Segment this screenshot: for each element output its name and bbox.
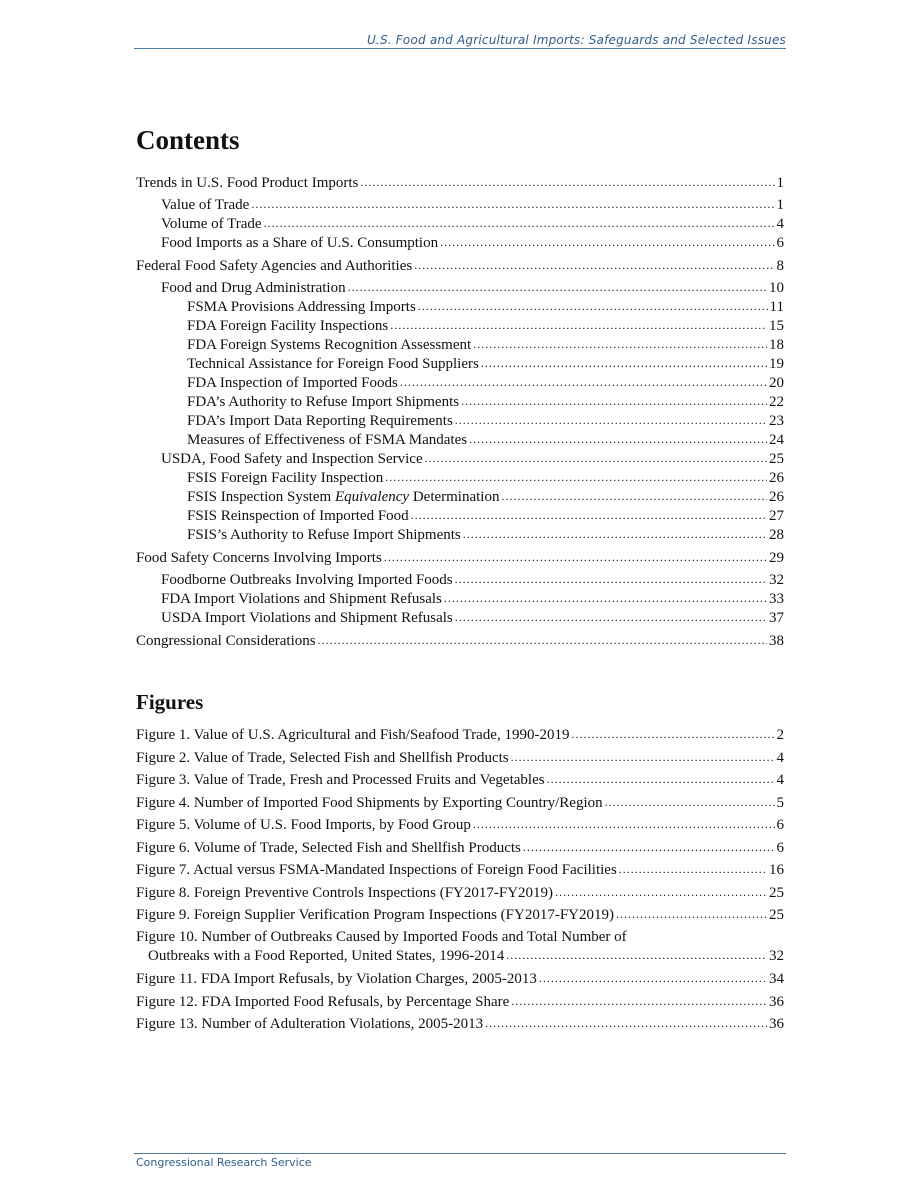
toc-entry-title: Food Imports as a Share of U.S. Consumption: [161, 235, 439, 251]
leader-dots: [360, 173, 774, 191]
figure-entry-title: Figure 9. Foreign Supplier Verification Program Inspections (FY2017-FY2019): [136, 907, 615, 923]
toc-entry-title: FDA Import Violations and Shipment Refusals: [161, 591, 442, 607]
toc-entry-page: 37: [769, 610, 784, 626]
figure-entry-page: 5: [776, 794, 784, 811]
toc-entry-title: Technical Assistance for Foreign Food Suppliers: [187, 356, 479, 372]
toc-entry[interactable]: [136, 549, 784, 567]
leader-dots: [455, 411, 767, 429]
figure-entry[interactable]: [136, 726, 784, 744]
figure-entry-page: 6: [776, 839, 784, 856]
figure-entry[interactable]: [136, 970, 784, 988]
toc-entry[interactable]: [136, 317, 784, 335]
toc-entry-title: Value of Trade: [161, 197, 250, 213]
figure-entry-title: Figure 8. Foreign Preventive Controls Inspections (FY2017-FY2019): [136, 884, 554, 901]
toc-entry-page: 11: [769, 299, 784, 315]
toc-entry-title: FSIS Reinspection of Imported Food: [187, 508, 409, 524]
toc-entry-title: Trends in U.S. Food Product Imports: [136, 175, 359, 191]
toc-entry[interactable]: [136, 488, 784, 506]
figure-entry-title: Figure 11. FDA Import Refusals, by Violation Charges, 2005-2013: [136, 971, 537, 987]
toc-entry-page: 10: [769, 280, 784, 296]
toc-entry[interactable]: [136, 174, 784, 192]
toc-entry-page: 23: [769, 413, 784, 429]
figure-entry[interactable]: [136, 861, 784, 879]
toc-entry[interactable]: [136, 526, 784, 544]
figure-entry-page: 16: [769, 862, 784, 878]
toc-entry-page: 29: [769, 550, 784, 566]
toc-entry-page: 26: [769, 489, 784, 505]
toc-entry[interactable]: [136, 450, 784, 468]
toc-entry[interactable]: [136, 609, 784, 627]
toc-entry-title: FSIS Foreign Facility Inspection: [187, 470, 384, 486]
leader-dots: [481, 354, 767, 372]
figure-entry-title: Figure 4. Number of Imported Food Shipments by Exporting Country/Region: [136, 794, 603, 811]
toc-entry-page: 6: [776, 235, 784, 251]
toc-entry-page: 22: [769, 394, 784, 410]
toc-entry[interactable]: [136, 257, 784, 275]
figure-entry-page: 4: [776, 749, 784, 766]
figure-entry-title: Figure 5. Volume of U.S. Food Imports, by Food Group: [136, 817, 471, 833]
toc-entry-title: USDA Import Violations and Shipment Refusals: [161, 610, 453, 626]
toc-entry-title: FSMA Provisions Addressing Imports: [187, 299, 416, 315]
figure-entry[interactable]: [136, 906, 784, 924]
leader-dots: [318, 631, 767, 649]
leader-dots: [555, 883, 767, 901]
leader-dots: [400, 373, 767, 391]
toc-entry-page: 8: [776, 258, 784, 274]
figure-entry[interactable]: [136, 884, 784, 902]
toc-entry[interactable]: [136, 279, 784, 297]
leader-dots: [425, 449, 767, 467]
figure-entry-title: Figure 12. FDA Imported Food Refusals, by Percentage Share: [136, 993, 510, 1010]
toc-entry-page: 28: [769, 527, 784, 543]
toc-entry-page: 38: [769, 633, 784, 649]
figure-entry-page: 36: [769, 1016, 784, 1032]
leader-dots: [384, 548, 767, 566]
leader-dots: [440, 233, 774, 251]
toc-entry-title: Food Safety Concerns Involving Imports: [136, 550, 382, 566]
figure-entry[interactable]: [136, 794, 784, 812]
toc-entry-page: 20: [769, 375, 784, 391]
running-header: U.S. Food and Agricultural Imports: Safeguards and Selected Issues: [366, 33, 786, 47]
toc-entry-title: Volume of Trade: [161, 216, 262, 232]
toc-entry-page: 1: [776, 197, 784, 213]
toc-entry-title: FDA Foreign Systems Recognition Assessment: [187, 337, 472, 353]
figure-entry-page: 4: [776, 772, 784, 788]
toc-entry[interactable]: [136, 412, 784, 430]
figure-entry-page: 6: [776, 817, 784, 833]
leader-dots: [469, 430, 767, 448]
figure-entry[interactable]: [136, 1015, 784, 1033]
figure-entry-title: Figure 3. Value of Trade, Fresh and Processed Fruits and Vegetables: [136, 772, 545, 788]
leader-dots: [264, 214, 775, 232]
toc-entry[interactable]: [136, 298, 784, 316]
toc-entry-page: 33: [769, 591, 784, 607]
leader-dots: [523, 838, 775, 856]
toc-entry[interactable]: [136, 590, 784, 608]
figure-entry-page: 25: [769, 907, 784, 923]
toc-entry-title: FDA Inspection of Imported Foods: [187, 375, 398, 391]
figure-entry[interactable]: [136, 839, 784, 857]
toc-entry-page: 24: [769, 432, 784, 448]
figure-entry-title: Figure 7. Actual versus FSMA-Mandated Inspections of Foreign Food Facilities: [136, 862, 617, 878]
toc-entry-page: 18: [769, 337, 784, 353]
toc-entry-title-emphasis: Equivalency: [334, 489, 410, 505]
figure-entry-page: 34: [769, 971, 784, 987]
leader-dots: [390, 316, 767, 334]
toc-entry[interactable]: [136, 632, 784, 650]
leader-dots: [463, 525, 767, 543]
toc-entry-page: 15: [769, 318, 784, 334]
leader-dots: [605, 793, 775, 811]
toc-entry-page: 4: [776, 216, 784, 232]
footer-rule: [134, 1153, 786, 1154]
toc-entry-page: 27: [769, 508, 784, 524]
leader-dots: [485, 1014, 767, 1032]
toc-entry-title: Federal Food Safety Agencies and Authorities: [136, 258, 413, 274]
leader-dots: [539, 969, 767, 987]
leader-dots: [461, 392, 767, 410]
figure-entry-page: 36: [769, 993, 784, 1010]
footer-text: Congressional Research Service: [136, 1156, 312, 1169]
leader-dots: [251, 195, 774, 213]
leader-dots: [506, 946, 767, 964]
leader-dots: [455, 570, 767, 588]
figure-entry-title: Figure 6. Volume of Trade, Selected Fish and Shellfish Products: [136, 839, 521, 856]
leader-dots: [455, 608, 767, 626]
figure-entry[interactable]: [136, 771, 784, 789]
toc-entry-title: Congressional Considerations: [136, 633, 316, 649]
toc-entry[interactable]: [136, 393, 784, 411]
leader-dots: [547, 770, 775, 788]
figure-entry-page: 25: [769, 884, 784, 901]
figure-entry-title: Figure 13. Number of Adulteration Violations, 2005-2013: [136, 1016, 484, 1032]
toc-entry[interactable]: [136, 571, 784, 589]
figure-entry-title: Outbreaks with a Food Reported, United States, 1996-2014: [148, 948, 505, 964]
leader-dots: [571, 725, 774, 743]
contents-heading: Contents: [136, 125, 240, 155]
figure-entry[interactable]: [136, 993, 784, 1011]
figure-entry[interactable]: [136, 749, 784, 767]
toc-entry-title: Foodborne Outbreaks Involving Imported Foods: [161, 572, 453, 588]
toc-entry-page: 26: [769, 470, 784, 486]
toc-entry-title: FDA’s Import Data Reporting Requirements: [187, 413, 453, 429]
toc-entry-title: Measures of Effectiveness of FSMA Mandates: [187, 432, 468, 448]
leader-dots: [385, 468, 767, 486]
leader-dots: [501, 487, 767, 505]
leader-dots: [616, 905, 767, 923]
leader-dots: [473, 335, 767, 353]
toc-entry[interactable]: [136, 355, 784, 373]
leader-dots: [418, 297, 768, 315]
figures-heading: Figures: [136, 690, 204, 714]
figure-entry[interactable]: [136, 816, 784, 834]
leader-dots: [414, 256, 774, 274]
leader-dots: [411, 506, 767, 524]
figure-entry-title: Figure 2. Value of Trade, Selected Fish and Shellfish Products: [136, 749, 509, 766]
leader-dots: [444, 589, 767, 607]
toc-entry-title: FDA’s Authority to Refuse Import Shipments: [187, 394, 460, 410]
toc-entry-title: Food and Drug Administration: [161, 280, 346, 296]
toc-entry-page: 1: [776, 175, 784, 191]
toc-entry[interactable]: [136, 507, 784, 525]
toc-entry[interactable]: [136, 469, 784, 487]
toc-entry-page: 25: [769, 451, 784, 467]
toc-entry-page: 19: [769, 356, 784, 372]
leader-dots: [511, 748, 775, 766]
toc-entry-title: USDA, Food Safety and Inspection Service: [161, 451, 423, 467]
figure-entry-page: 2: [776, 727, 784, 743]
toc-entry[interactable]: [136, 215, 784, 233]
header-rule: [134, 48, 786, 49]
leader-dots: [473, 815, 775, 833]
figure-entry-title-line1[interactable]: Figure 10. Number of Outbreaks Caused by Imported Foods and Total Number of: [136, 929, 627, 945]
toc-entry-title-part: FSIS Inspection System: [187, 489, 335, 505]
toc-entry[interactable]: [136, 374, 784, 392]
toc-entry-title: FDA Foreign Facility Inspections: [187, 318, 389, 334]
toc-entry-title: [187, 488, 499, 506]
leader-dots: [348, 278, 767, 296]
toc-entry[interactable]: [136, 336, 784, 354]
toc-entry-title: FSIS’s Authority to Refuse Import Shipments: [187, 527, 461, 543]
toc-entry[interactable]: [136, 196, 784, 214]
leader-dots: [511, 992, 767, 1010]
figure-entry-title: Figure 1. Value of U.S. Agricultural and Fish/Seafood Trade, 1990-2019: [136, 727, 570, 743]
leader-dots: [619, 860, 767, 878]
toc-entry-title-part: Determination: [409, 489, 500, 505]
toc-entry-page: 32: [769, 572, 784, 588]
toc-entry[interactable]: [136, 431, 784, 449]
toc-entry[interactable]: [136, 234, 784, 252]
figure-entry[interactable]: [136, 947, 784, 965]
figure-entry-page: 32: [769, 948, 784, 964]
